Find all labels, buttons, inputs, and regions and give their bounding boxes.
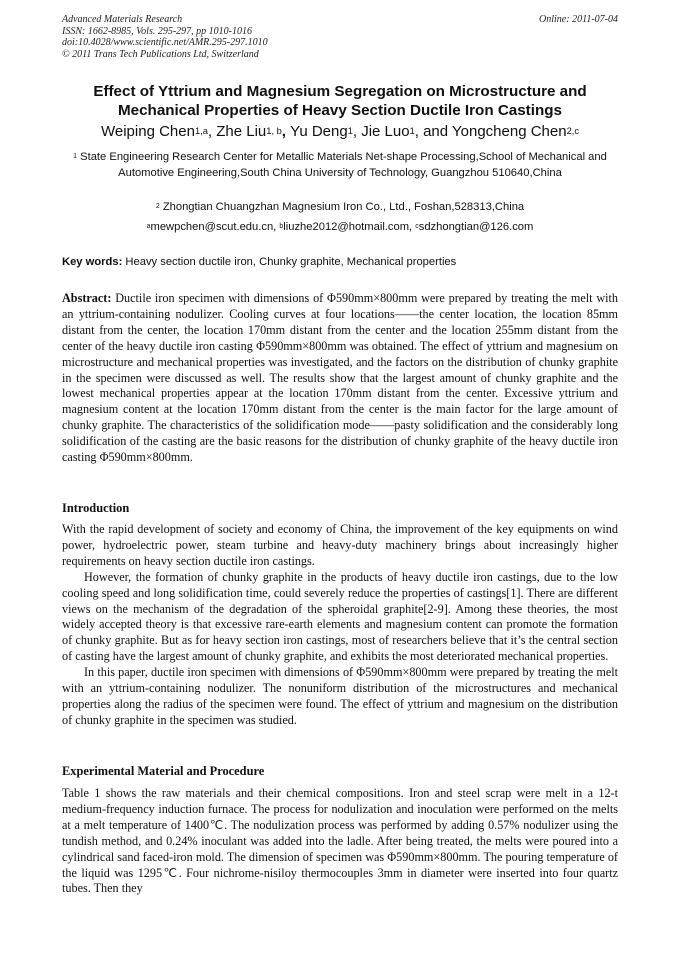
keywords <box>62 255 618 270</box>
abstract <box>62 291 618 466</box>
email-mark: a <box>146 222 151 230</box>
affiliation-number: 2 <box>155 202 160 210</box>
author-affiliation-mark: 2,c <box>566 125 579 136</box>
author-separator: , <box>207 123 217 140</box>
author-separator: , and <box>414 123 453 140</box>
journal-header <box>62 14 618 60</box>
section-heading-experimental: Experimental Material and Procedure <box>62 764 265 778</box>
section-heading-introduction: Introduction <box>62 501 130 515</box>
author-name: Weiping Chen <box>101 123 195 140</box>
affiliation-text: Zhongtian Chuangzhan Magnesium Iron Co., Ltd., Foshan,528313,China <box>162 201 525 213</box>
affiliation-text: State Engineering Research Center for Metallic Materials Net-shape Processing,School of Mechanical and Automotive Engineering,South China University of Technology, Guangzhou 510640,China <box>80 151 607 179</box>
email-link[interactable]: mewpchen@scut.edu.cn, <box>150 221 280 233</box>
author-affiliation-mark: 1 <box>409 125 415 136</box>
author-name: Yu Deng <box>290 123 348 140</box>
copyright-line: © 2011 Trans Tech Publications Ltd, Switzerland <box>62 48 259 60</box>
doi-line: doi:10.4028/www.scientific.net/AMR.295-297.1010 <box>62 37 268 48</box>
abstract-label: Abstract: <box>62 291 112 305</box>
author-name: Jie Luo <box>361 123 410 140</box>
author-separator: , <box>352 123 362 140</box>
author-affiliation-mark: 1,a <box>194 125 208 136</box>
author-name: Zhe Liu <box>216 123 267 140</box>
email-link[interactable]: liuzhe2012@hotmail.com, <box>283 221 416 233</box>
author-list <box>62 123 618 141</box>
affiliation-number: 1 <box>73 152 78 160</box>
online-date: Online: 2011-07-04 <box>539 14 618 25</box>
paper-title: Effect of Yttrium and Magnesium Segregation on Microstructure and Mechanical Properties of Heavy Section Ductile Iron Castings <box>93 83 587 119</box>
author-affiliation-mark: 1 <box>347 125 353 136</box>
paragraph: However, the formation of chunky graphite in the products of heavy ductile iron castings, due to the low cooling speed and long solidification time, could severely reduce the properties of castings[1]. There are different views on the mechanism of the degradation of the spheroidal graphite[2-9]. Among these theories, the most widely accepted theory is that excessive rare-earth elements and magnesium content can promote the formation of chunky graphite. But as for heavy section iron castings, most of researchers believe that it’s the central section of casting have the largest amount of chunky graphite, and exhibits the most deteriorated mechanical properties. <box>62 569 618 664</box>
author-name: Yongcheng Chen <box>452 123 567 140</box>
journal-name: Advanced Materials Research <box>62 14 183 25</box>
paragraph: In this paper, ductile iron specimen with dimensions of Φ590mm×800mm were prepared by treating the melt with an yttrium-containing nodulizer. The nonuniform distribution of the microstructures and mechanical properties along the radius of the specimen were found. The effect of yttrium and magnesium on the distribution of chunky graphite in the specimen was studied. <box>62 665 618 727</box>
author-affiliation-mark: 1, b <box>266 125 282 136</box>
email-link[interactable]: sdzhongtian@126.com <box>418 221 534 233</box>
email-mark: c <box>415 222 419 230</box>
author-separator: , <box>281 123 291 140</box>
experimental-body <box>62 786 618 897</box>
paragraph: Table 1 shows the raw materials and their chemical compositions. Iron and steel scrap were melt in a 12-t medium-frequency induction furnace. The process for nodulization and inoculation were performed on the melts at a melt temperature of 1400℃. The nodulization process was performed by adding 0.57% nodulizer using the tundish method, and 0.24% inoculant was added into the ladle. After being treated, the melts were poured into a cylindrical sand faced-iron mold. The dimension of specimen was Φ590mm×800mm. The pouring temperature of the liquid was 1295℃. Four nichrome-nisiloy thermocouples 3mm in diameter were inserted into four quartz tubes. Then they <box>62 786 618 896</box>
affiliation-2 <box>70 200 610 216</box>
issn-line: ISSN: 1662-8985, Vols. 295-297, pp 1010-1016 <box>62 25 252 37</box>
abstract-text: Ductile iron specimen with dimensions of Φ590mm×800mm were prepared by treating the melt with an yttrium-containing nodulizer. Cooling curves at four locations——the center location, the location 85mm distant from the center, the location 170mm distant from the center and the location 255mm distant from the center of the heavy ductile iron casting Φ590mm×800mm was obtained. The effect of yttrium and magnesium on microstructure and mechanical properties was investigated, and the factors on the distribution of chunky graphite in the specimen were discussed as well. The results show that the largest amount of chunky graphite and the lowest mechanical properties appear at the location 170mm distant from the center. Excessive yttrium and magnesium content at the location 170mm distant from the center is the main factor for the large amount of chunky graphite. The characteristics of the solidification mode——pasty solidification and the considerably long solidification of the casting are the basic reasons for the distribution of chunky graphite of the heavy ductile iron casting Φ590mm×800mm. <box>62 291 618 465</box>
introduction-body <box>62 522 618 729</box>
email-mark: b <box>279 222 284 230</box>
paragraph: With the rapid development of society and economy of China, the improvement of the key equipments on wind power, hydroelectric power, steam turbine and heavy-duty machinery brings about increasingly higher requirements on heavy section ductile iron castings. <box>62 522 618 568</box>
keywords-label: Key words: <box>62 256 123 268</box>
affiliation-1 <box>70 150 610 181</box>
keywords-text: Heavy section ductile iron, Chunky graphite, Mechanical properties <box>122 256 457 268</box>
author-emails <box>62 220 618 235</box>
